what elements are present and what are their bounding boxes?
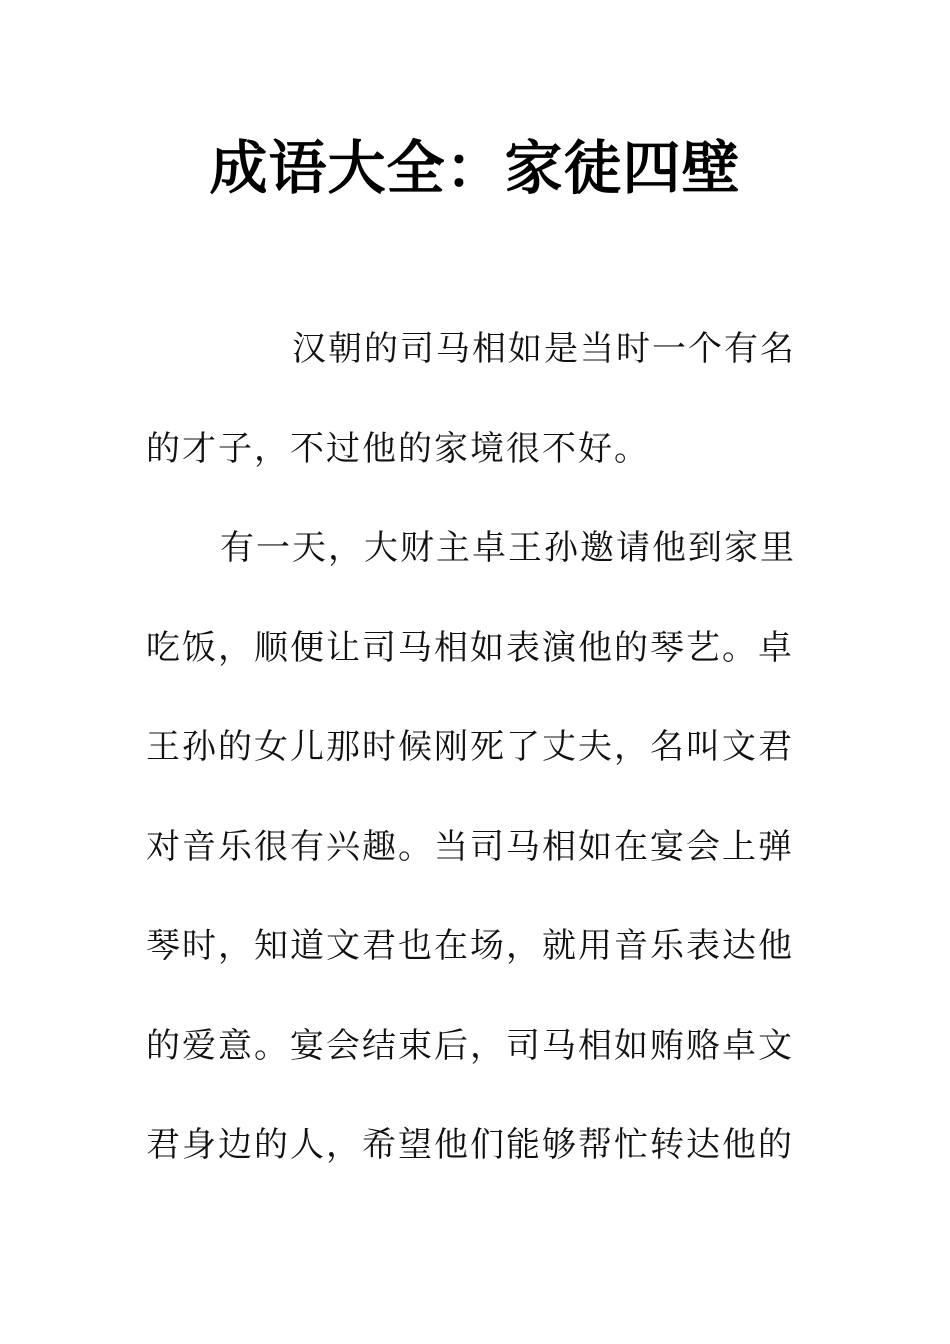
paragraph-2: 有一天，大财主卓王孙邀请他到家里吃饭，顺便让司马相如表演他的琴艺。卓王孙的女儿那时候刚死了丈夫，名叫文君对音乐很有兴趣。当司马相如在宴会上弹琴时，知道文君也在场，就用音乐表达他的爱意。宴会结束后，司马相如贿赂卓文君身边的人，希望他们能够帮忙转达他的	[146, 528, 796, 1165]
paragraph-1: 汉朝的司马相如是当时一个有名的才子，不过他的家境很不好。	[146, 329, 796, 469]
document-title: 成语大全：家徒四壁	[209, 134, 741, 202]
document-body	[146, 300, 806, 1196]
